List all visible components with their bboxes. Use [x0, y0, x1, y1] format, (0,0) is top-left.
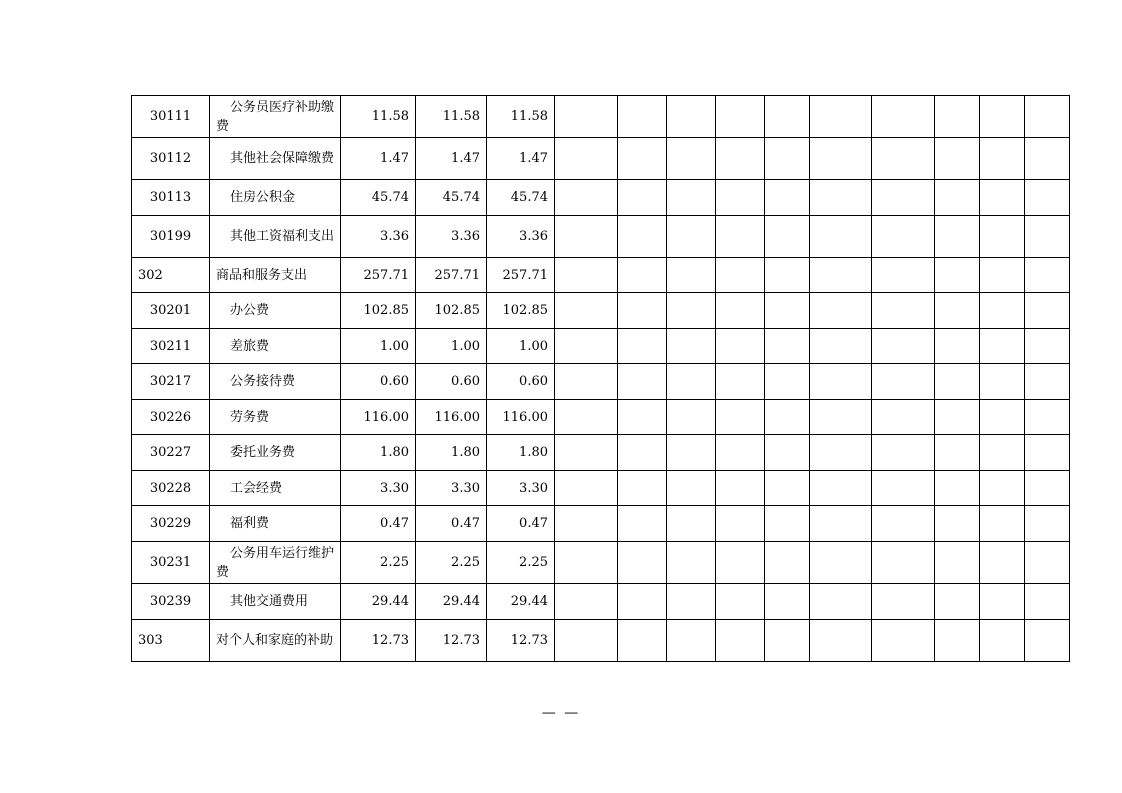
empty-cell	[765, 258, 810, 293]
empty-cell	[1025, 364, 1070, 400]
empty-cell	[872, 364, 935, 400]
row-total: 0.60	[341, 364, 416, 400]
empty-cell	[980, 400, 1025, 435]
row-name: 其他交通费用	[210, 584, 341, 620]
row-subtotal: 12.73	[416, 620, 487, 662]
empty-cell	[667, 258, 716, 293]
row-name: 住房公积金	[210, 180, 341, 216]
row-subtotal: 0.47	[416, 506, 487, 542]
empty-cell	[935, 620, 980, 662]
empty-cell	[765, 180, 810, 216]
row-basic: 45.74	[487, 180, 555, 216]
row-total: 0.47	[341, 506, 416, 542]
row-subtotal: 3.30	[416, 471, 487, 506]
row-code: 30239	[132, 584, 210, 620]
empty-cell	[872, 435, 935, 471]
row-name: 劳务费	[210, 400, 341, 435]
empty-cell	[810, 435, 872, 471]
empty-cell	[872, 216, 935, 258]
empty-cell	[555, 584, 618, 620]
budget-table	[131, 95, 1070, 662]
row-code: 30201	[132, 293, 210, 329]
empty-cell	[555, 400, 618, 435]
empty-cell	[765, 400, 810, 435]
empty-cell	[980, 180, 1025, 216]
empty-cell	[872, 542, 935, 584]
row-code: 30211	[132, 329, 210, 364]
empty-cell	[618, 180, 667, 216]
row-total: 116.00	[341, 400, 416, 435]
empty-cell	[810, 329, 872, 364]
empty-cell	[618, 471, 667, 506]
empty-cell	[935, 329, 980, 364]
empty-cell	[935, 542, 980, 584]
empty-cell	[1025, 216, 1070, 258]
empty-cell	[716, 293, 765, 329]
empty-cell	[555, 620, 618, 662]
page-footer: — —	[541, 705, 581, 721]
table-row	[132, 216, 1070, 258]
table-row	[132, 293, 1070, 329]
empty-cell	[1025, 435, 1070, 471]
empty-cell	[667, 435, 716, 471]
empty-cell	[618, 364, 667, 400]
empty-cell	[810, 180, 872, 216]
empty-cell	[1025, 258, 1070, 293]
empty-cell	[980, 506, 1025, 542]
empty-cell	[872, 584, 935, 620]
empty-cell	[872, 400, 935, 435]
empty-cell	[872, 138, 935, 180]
empty-cell	[935, 471, 980, 506]
empty-cell	[1025, 180, 1070, 216]
empty-cell	[667, 96, 716, 138]
empty-cell	[980, 435, 1025, 471]
row-total: 3.36	[341, 216, 416, 258]
empty-cell	[872, 258, 935, 293]
row-total: 1.00	[341, 329, 416, 364]
row-basic: 29.44	[487, 584, 555, 620]
empty-cell	[555, 138, 618, 180]
empty-cell	[765, 138, 810, 180]
empty-cell	[810, 584, 872, 620]
empty-cell	[872, 329, 935, 364]
empty-cell	[872, 471, 935, 506]
empty-cell	[980, 138, 1025, 180]
empty-cell	[765, 364, 810, 400]
empty-cell	[872, 620, 935, 662]
empty-cell	[716, 96, 765, 138]
empty-cell	[1025, 542, 1070, 584]
row-name: 对个人和家庭的补助	[210, 620, 341, 662]
row-basic: 0.47	[487, 506, 555, 542]
empty-cell	[980, 258, 1025, 293]
row-code: 30231	[132, 542, 210, 584]
row-code: 30199	[132, 216, 210, 258]
empty-cell	[765, 216, 810, 258]
row-name: 工会经费	[210, 471, 341, 506]
table-row	[132, 364, 1070, 400]
empty-cell	[618, 96, 667, 138]
empty-cell	[618, 400, 667, 435]
row-subtotal: 11.58	[416, 96, 487, 138]
empty-cell	[872, 180, 935, 216]
row-subtotal: 1.47	[416, 138, 487, 180]
empty-cell	[980, 620, 1025, 662]
row-basic: 11.58	[487, 96, 555, 138]
empty-cell	[618, 584, 667, 620]
table-row	[132, 400, 1070, 435]
row-basic: 3.30	[487, 471, 555, 506]
empty-cell	[618, 435, 667, 471]
empty-cell	[667, 293, 716, 329]
row-code: 30226	[132, 400, 210, 435]
row-name: 福利费	[210, 506, 341, 542]
empty-cell	[980, 293, 1025, 329]
table-row	[132, 506, 1070, 542]
row-total: 102.85	[341, 293, 416, 329]
empty-cell	[872, 293, 935, 329]
row-subtotal: 29.44	[416, 584, 487, 620]
table-row	[132, 258, 1070, 293]
row-basic: 102.85	[487, 293, 555, 329]
empty-cell	[555, 506, 618, 542]
empty-cell	[765, 584, 810, 620]
empty-cell	[555, 329, 618, 364]
row-basic: 1.00	[487, 329, 555, 364]
empty-cell	[555, 364, 618, 400]
empty-cell	[667, 329, 716, 364]
empty-cell	[716, 329, 765, 364]
empty-cell	[810, 542, 872, 584]
empty-cell	[810, 364, 872, 400]
empty-cell	[555, 293, 618, 329]
row-total: 45.74	[341, 180, 416, 216]
empty-cell	[555, 542, 618, 584]
row-subtotal: 102.85	[416, 293, 487, 329]
empty-cell	[667, 584, 716, 620]
row-name: 差旅费	[210, 329, 341, 364]
empty-cell	[716, 258, 765, 293]
empty-cell	[810, 96, 872, 138]
empty-cell	[810, 258, 872, 293]
empty-cell	[716, 216, 765, 258]
row-basic: 12.73	[487, 620, 555, 662]
empty-cell	[980, 584, 1025, 620]
row-code: 30227	[132, 435, 210, 471]
row-name: 其他工资福利支出	[210, 216, 341, 258]
empty-cell	[765, 620, 810, 662]
row-name: 公务接待费	[210, 364, 341, 400]
row-code: 303	[132, 620, 210, 662]
empty-cell	[810, 620, 872, 662]
empty-cell	[555, 258, 618, 293]
empty-cell	[555, 435, 618, 471]
empty-cell	[618, 216, 667, 258]
empty-cell	[716, 364, 765, 400]
row-code: 30112	[132, 138, 210, 180]
row-name: 公务员医疗补助缴费	[210, 96, 341, 138]
empty-cell	[716, 506, 765, 542]
empty-cell	[935, 400, 980, 435]
row-code: 30217	[132, 364, 210, 400]
empty-cell	[667, 400, 716, 435]
empty-cell	[980, 542, 1025, 584]
empty-cell	[980, 329, 1025, 364]
empty-cell	[716, 138, 765, 180]
empty-cell	[667, 364, 716, 400]
empty-cell	[716, 435, 765, 471]
empty-cell	[935, 138, 980, 180]
row-subtotal: 116.00	[416, 400, 487, 435]
row-total: 29.44	[341, 584, 416, 620]
row-total: 12.73	[341, 620, 416, 662]
empty-cell	[618, 506, 667, 542]
empty-cell	[935, 506, 980, 542]
row-subtotal: 2.25	[416, 542, 487, 584]
row-subtotal: 1.00	[416, 329, 487, 364]
row-code: 30228	[132, 471, 210, 506]
empty-cell	[618, 258, 667, 293]
row-basic: 1.47	[487, 138, 555, 180]
empty-cell	[980, 216, 1025, 258]
empty-cell	[810, 400, 872, 435]
empty-cell	[1025, 329, 1070, 364]
empty-cell	[1025, 400, 1070, 435]
empty-cell	[1025, 138, 1070, 180]
table-row	[132, 542, 1070, 584]
empty-cell	[765, 506, 810, 542]
empty-cell	[765, 293, 810, 329]
row-subtotal: 45.74	[416, 180, 487, 216]
empty-cell	[872, 96, 935, 138]
empty-cell	[1025, 471, 1070, 506]
empty-cell	[810, 216, 872, 258]
empty-cell	[555, 96, 618, 138]
table-row	[132, 96, 1070, 138]
row-total: 1.47	[341, 138, 416, 180]
row-name: 其他社会保障缴费	[210, 138, 341, 180]
empty-cell	[555, 180, 618, 216]
row-basic: 257.71	[487, 258, 555, 293]
row-subtotal: 3.36	[416, 216, 487, 258]
empty-cell	[716, 584, 765, 620]
table-row	[132, 180, 1070, 216]
empty-cell	[555, 216, 618, 258]
empty-cell	[667, 138, 716, 180]
row-code: 30229	[132, 506, 210, 542]
empty-cell	[555, 471, 618, 506]
row-subtotal: 1.80	[416, 435, 487, 471]
empty-cell	[980, 364, 1025, 400]
empty-cell	[935, 96, 980, 138]
empty-cell	[765, 471, 810, 506]
empty-cell	[716, 542, 765, 584]
row-subtotal: 0.60	[416, 364, 487, 400]
empty-cell	[716, 620, 765, 662]
row-basic: 1.80	[487, 435, 555, 471]
empty-cell	[935, 258, 980, 293]
empty-cell	[618, 293, 667, 329]
row-code: 30113	[132, 180, 210, 216]
empty-cell	[935, 216, 980, 258]
empty-cell	[935, 584, 980, 620]
empty-cell	[667, 180, 716, 216]
empty-cell	[935, 364, 980, 400]
row-total: 3.30	[341, 471, 416, 506]
empty-cell	[765, 435, 810, 471]
row-code: 302	[132, 258, 210, 293]
row-total: 1.80	[341, 435, 416, 471]
row-basic: 0.60	[487, 364, 555, 400]
empty-cell	[667, 471, 716, 506]
empty-cell	[935, 293, 980, 329]
empty-cell	[765, 96, 810, 138]
empty-cell	[1025, 584, 1070, 620]
table-row	[132, 329, 1070, 364]
row-name: 委托业务费	[210, 435, 341, 471]
row-name: 公务用车运行维护费	[210, 542, 341, 584]
empty-cell	[667, 506, 716, 542]
empty-cell	[765, 542, 810, 584]
empty-cell	[1025, 506, 1070, 542]
empty-cell	[716, 400, 765, 435]
empty-cell	[765, 329, 810, 364]
empty-cell	[1025, 620, 1070, 662]
row-basic: 116.00	[487, 400, 555, 435]
empty-cell	[980, 471, 1025, 506]
row-subtotal: 257.71	[416, 258, 487, 293]
empty-cell	[810, 138, 872, 180]
row-total: 11.58	[341, 96, 416, 138]
row-code: 30111	[132, 96, 210, 138]
empty-cell	[618, 138, 667, 180]
empty-cell	[1025, 96, 1070, 138]
row-total: 257.71	[341, 258, 416, 293]
empty-cell	[667, 216, 716, 258]
table-row	[132, 471, 1070, 506]
empty-cell	[810, 293, 872, 329]
empty-cell	[935, 180, 980, 216]
empty-cell	[810, 471, 872, 506]
empty-cell	[667, 620, 716, 662]
empty-cell	[935, 435, 980, 471]
empty-cell	[810, 506, 872, 542]
empty-cell	[980, 96, 1025, 138]
row-basic: 2.25	[487, 542, 555, 584]
row-name: 商品和服务支出	[210, 258, 341, 293]
table-row	[132, 620, 1070, 662]
table-row	[132, 584, 1070, 620]
empty-cell	[716, 180, 765, 216]
empty-cell	[618, 620, 667, 662]
empty-cell	[716, 471, 765, 506]
table-row	[132, 435, 1070, 471]
empty-cell	[872, 506, 935, 542]
empty-cell	[618, 542, 667, 584]
empty-cell	[1025, 293, 1070, 329]
row-total: 2.25	[341, 542, 416, 584]
empty-cell	[667, 542, 716, 584]
row-name: 办公费	[210, 293, 341, 329]
empty-cell	[618, 329, 667, 364]
row-basic: 3.36	[487, 216, 555, 258]
table-row	[132, 138, 1070, 180]
